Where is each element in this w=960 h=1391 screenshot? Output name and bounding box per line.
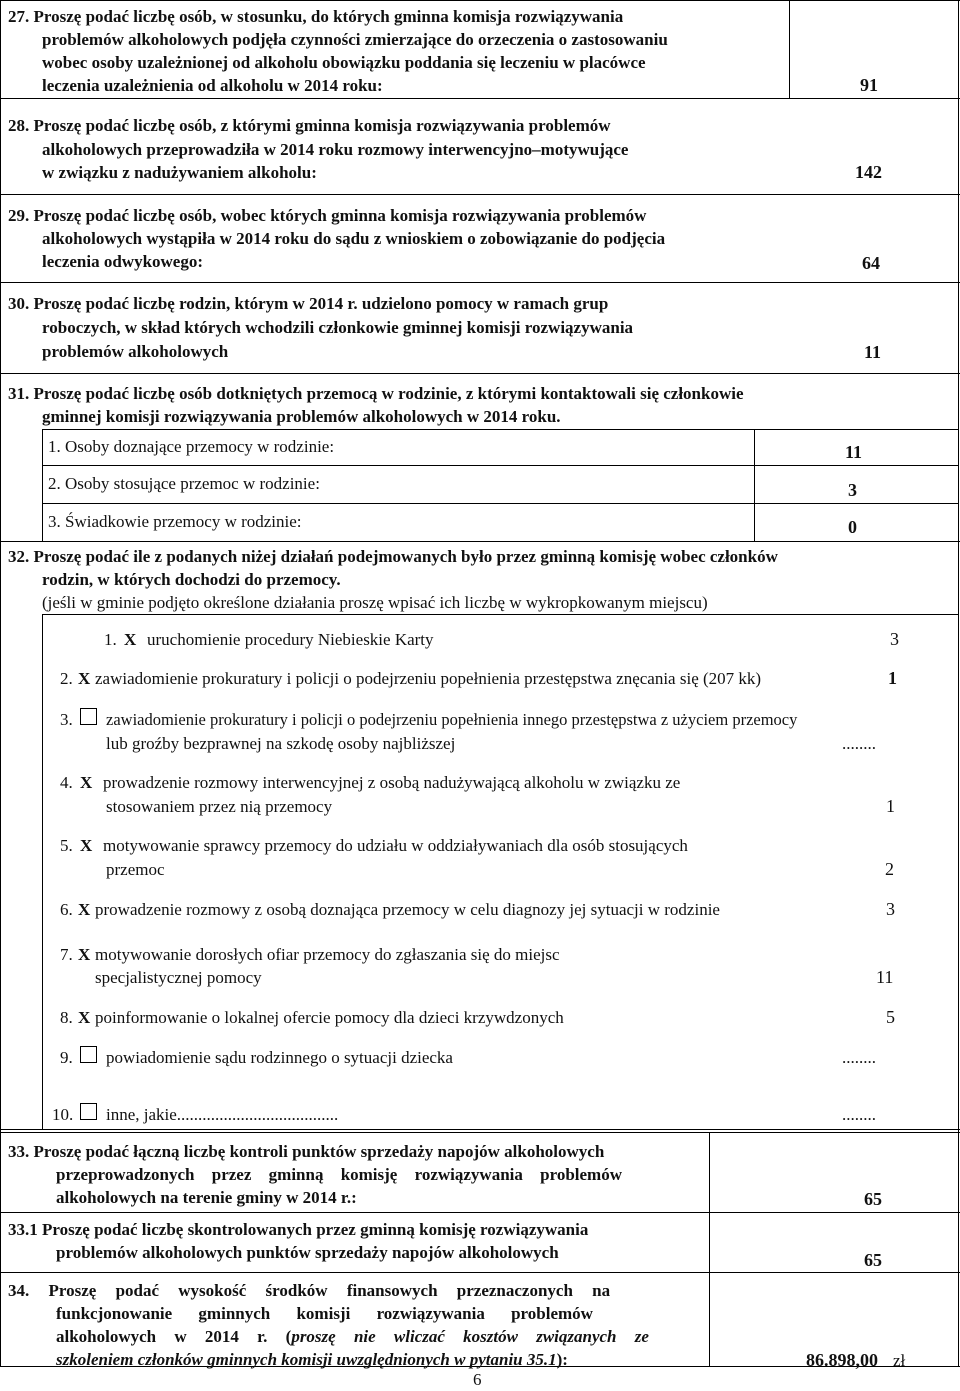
action-7-label-line2: specjalistycznej pomocy [95, 968, 262, 987]
action-10-label: inne, jakie...................................... [106, 1105, 339, 1124]
action-3-number: 3. [60, 710, 73, 729]
row-divider-33 [0, 1212, 960, 1213]
q27-line-3: wobec osoby uzależnionej od alkoholu obowiązku poddania się leczeniu w placówce [42, 53, 646, 72]
q32-note: (jeśli w gminie podjęto określone działania proszę wpisać ich liczbę w wykropkowanym miejscu) [42, 593, 708, 612]
border-left [0, 0, 1, 1366]
q33-line-3: alkoholowych na terenie gminy w 2014 r.: [56, 1188, 357, 1207]
q28-line-3: w związku z nadużywaniem alkoholu: [42, 163, 317, 182]
q31-item-2-value[interactable]: 3 [848, 480, 857, 500]
action-1-number: 1. [104, 630, 117, 649]
q28-line-2: alkoholowych przeprowadziła w 2014 roku rozmowy interwencyjno–motywujące [42, 140, 629, 159]
action-9-label: powiadomienie sądu rodzinnego o sytuacji dziecka [106, 1048, 453, 1067]
q31-table-row2 [42, 503, 959, 504]
value-column-divider [789, 0, 790, 98]
action-5-label: motywowanie sprawcy przemocy do udziału w oddziaływaniach dla osób stosujących [103, 836, 688, 855]
action-9-value[interactable]: ........ [842, 1048, 876, 1067]
action-8-value[interactable]: 5 [886, 1007, 895, 1027]
q30-value[interactable]: 11 [864, 342, 882, 362]
q34-line-4 [56, 1348, 568, 1371]
q33-1-value[interactable]: 65 [864, 1250, 882, 1270]
q29-line-3: leczenia odwykowego: [42, 252, 204, 271]
q33-value[interactable]: 65 [864, 1189, 882, 1209]
q27-line-1: 27. Proszę podać liczbę osób, w stosunku, do których gminna komisja rozwiązywania [8, 7, 624, 26]
action-9-checkbox[interactable] [80, 1046, 97, 1063]
action-10-checkbox[interactable] [80, 1103, 97, 1120]
action-7-number: 7. [60, 945, 73, 964]
q27-value[interactable]: 91 [860, 75, 878, 95]
action-5-value[interactable]: 2 [885, 859, 894, 879]
action-4-label-line2: stosowaniem przez nią przemocy [106, 797, 333, 816]
q34-italic-b: szkoleniem członków gminnych komisji uwzględnionych w pytaniu 35.1 [56, 1350, 557, 1369]
q29-line-1: 29. Proszę podać liczbę osób, wobec których gminna komisja rozwiązywania problemów [8, 206, 647, 225]
border-top [0, 0, 960, 1]
action-6-value[interactable]: 3 [886, 899, 895, 919]
page-number: 6 [473, 1370, 482, 1389]
q34-unit: zł [893, 1351, 906, 1370]
q31-item-1-label: 1. Osoby doznające przemocy w rodzinie: [48, 437, 335, 456]
action-7-mark[interactable]: X [78, 945, 91, 964]
action-3-label: zawiadomienie prokuratury i policji o podejrzeniu popełnienia innego przestępstwa z użyciem przemocy [106, 710, 798, 729]
q31-item-2-label: 2. Osoby stosujące przemoc w rodzinie: [48, 474, 320, 493]
q31-line-2: gminnej komisji rozwiązywania problemów alkoholowych w 2014 roku. [42, 407, 561, 426]
action-3-label-line2: lub groźby bezprawnej na szkodę osoby najbliższej [106, 734, 456, 753]
action-3-checkbox[interactable] [80, 708, 97, 725]
row-divider-31 [0, 541, 960, 542]
q27-line-2: problemów alkoholowych podjęła czynności zmierzające do orzeczenia o zastosowaniu [42, 30, 668, 49]
q32-line-1: 32. Proszę podać ile z podanych niżej działań podejmowanych było przez gminną komisję wobec członków [8, 547, 778, 566]
border-right [958, 0, 959, 1366]
q29-value[interactable]: 64 [862, 253, 880, 273]
action-4-number: 4. [60, 773, 73, 792]
q34-line-3 [56, 1325, 649, 1348]
action-3-value[interactable]: ........ [842, 734, 876, 753]
q34-line-1: 34. Proszę podać wysokość środków finansowych przeznaczonych na [8, 1281, 611, 1300]
action-2-value[interactable]: 1 [888, 668, 897, 688]
q28-value[interactable]: 142 [855, 162, 882, 182]
q34-tail: ): [556, 1350, 568, 1369]
q34-value[interactable]: 86.898,00 [806, 1350, 878, 1370]
q29-line-2: alkoholowych wystąpiła w 2014 roku do sądu z wnioskiem o zobowiązanie do podjęcia [42, 229, 666, 248]
action-7-label: motywowanie dorosłych ofiar przemocy do zgłaszania się do miejsc [95, 945, 560, 964]
q32-line-2: rodzin, w których dochodzi do przemocy. [42, 570, 341, 589]
row-divider-30 [0, 373, 960, 374]
action-4-label: prowadzenie rozmowy interwencyjnej z osobą nadużywającą alkoholu w związku ze [103, 773, 681, 792]
action-5-number: 5. [60, 836, 73, 855]
row-divider-28 [0, 194, 960, 195]
action-8-number: 8. [60, 1008, 73, 1027]
action-1-value[interactable]: 3 [890, 629, 899, 649]
q31-table-top [42, 429, 959, 430]
q34-italic-a: proszę nie wliczać kosztów związanych ze [291, 1327, 649, 1346]
q32-actions-top [42, 614, 959, 615]
q31-item-1-value[interactable]: 11 [845, 442, 863, 462]
q31-table-mid [754, 429, 755, 541]
q28-line-1: 28. Proszę podać liczbę osób, z którymi gminna komisja rozwiązywania problemów [8, 116, 611, 135]
action-6-mark[interactable]: X [78, 900, 91, 919]
q30-line-3: problemów alkoholowych [42, 342, 229, 361]
action-6-number: 6. [60, 900, 73, 919]
action-1-label: uruchomienie procedury Niebieskie Karty [147, 630, 434, 649]
action-6-label: prowadzenie rozmowy z osobą doznająca przemocy w celu diagnozy jej sytuacji w rodzinie [95, 900, 720, 919]
action-7-value[interactable]: 11 [876, 967, 894, 987]
action-9-number: 9. [60, 1048, 73, 1067]
action-2-label: zawiadomienie prokuratury i policji o podejrzeniu popełnienia przestępstwa znęcania się (207 kk) [95, 669, 762, 688]
action-5-mark[interactable]: X [80, 836, 93, 855]
row-divider-32b [0, 1132, 960, 1133]
q32-actions-left [42, 614, 43, 1129]
q31-item-3-value[interactable]: 0 [848, 517, 857, 537]
action-10-value[interactable]: ........ [842, 1105, 876, 1124]
row-divider-29 [0, 282, 960, 283]
q33-line-1: 33. Proszę podać łączną liczbę kontroli punktów sprzedaży napojów alkoholowych [8, 1142, 605, 1161]
q31-item-3-label: 3. Świadkowie przemocy w rodzinie: [48, 512, 302, 531]
row-divider-27 [0, 98, 960, 99]
q34-line-3-start: alkoholowych w 2014 r. ( [56, 1327, 292, 1346]
action-4-value[interactable]: 1 [886, 796, 895, 816]
action-8-mark[interactable]: X [78, 1008, 91, 1027]
action-2-mark[interactable]: X [78, 669, 91, 688]
q33-1-line-1: 33.1 Proszę podać liczbę skontrolowanych przez gminną komisję rozwiązywania [8, 1220, 589, 1239]
q31-table-left [42, 429, 43, 541]
action-5-label-line2: przemoc [106, 860, 165, 879]
q30-line-2: roboczych, w skład których wchodzili członkowie gminnej komisji rozwiązywania [42, 318, 634, 337]
row-divider-33-1 [0, 1272, 960, 1273]
action-2-number: 2. [60, 669, 73, 688]
q33-line-2: przeprowadzonych przez gminną komisję rozwiązywania problemów [56, 1165, 622, 1184]
action-1-mark[interactable]: X [124, 630, 137, 649]
action-10-number: 10. [52, 1105, 74, 1124]
action-8-label: poinformowanie o lokalnej ofercie pomocy dla dzieci krzywdzonych [95, 1008, 564, 1027]
row-divider-32 [0, 1129, 960, 1130]
q33-value-divider [709, 1132, 710, 1366]
q31-line-1: 31. Proszę podać liczbę osób dotkniętych przemocą w rodzinie, z którymi kontaktowali się członkowie [8, 384, 744, 403]
q34-line-2: funkcjonowanie gminnych komisji rozwiązywania problemów [56, 1304, 593, 1323]
q27-line-4: leczenia uzależnienia od alkoholu w 2014 roku: [42, 76, 383, 95]
action-4-mark[interactable]: X [80, 773, 93, 792]
q31-table-row1 [42, 465, 959, 466]
q33-1-line-2: problemów alkoholowych punktów sprzedaży napojów alkoholowych [56, 1243, 559, 1262]
q30-line-1: 30. Proszę podać liczbę rodzin, którym w 2014 r. udzielono pomocy w ramach grup [8, 294, 609, 313]
